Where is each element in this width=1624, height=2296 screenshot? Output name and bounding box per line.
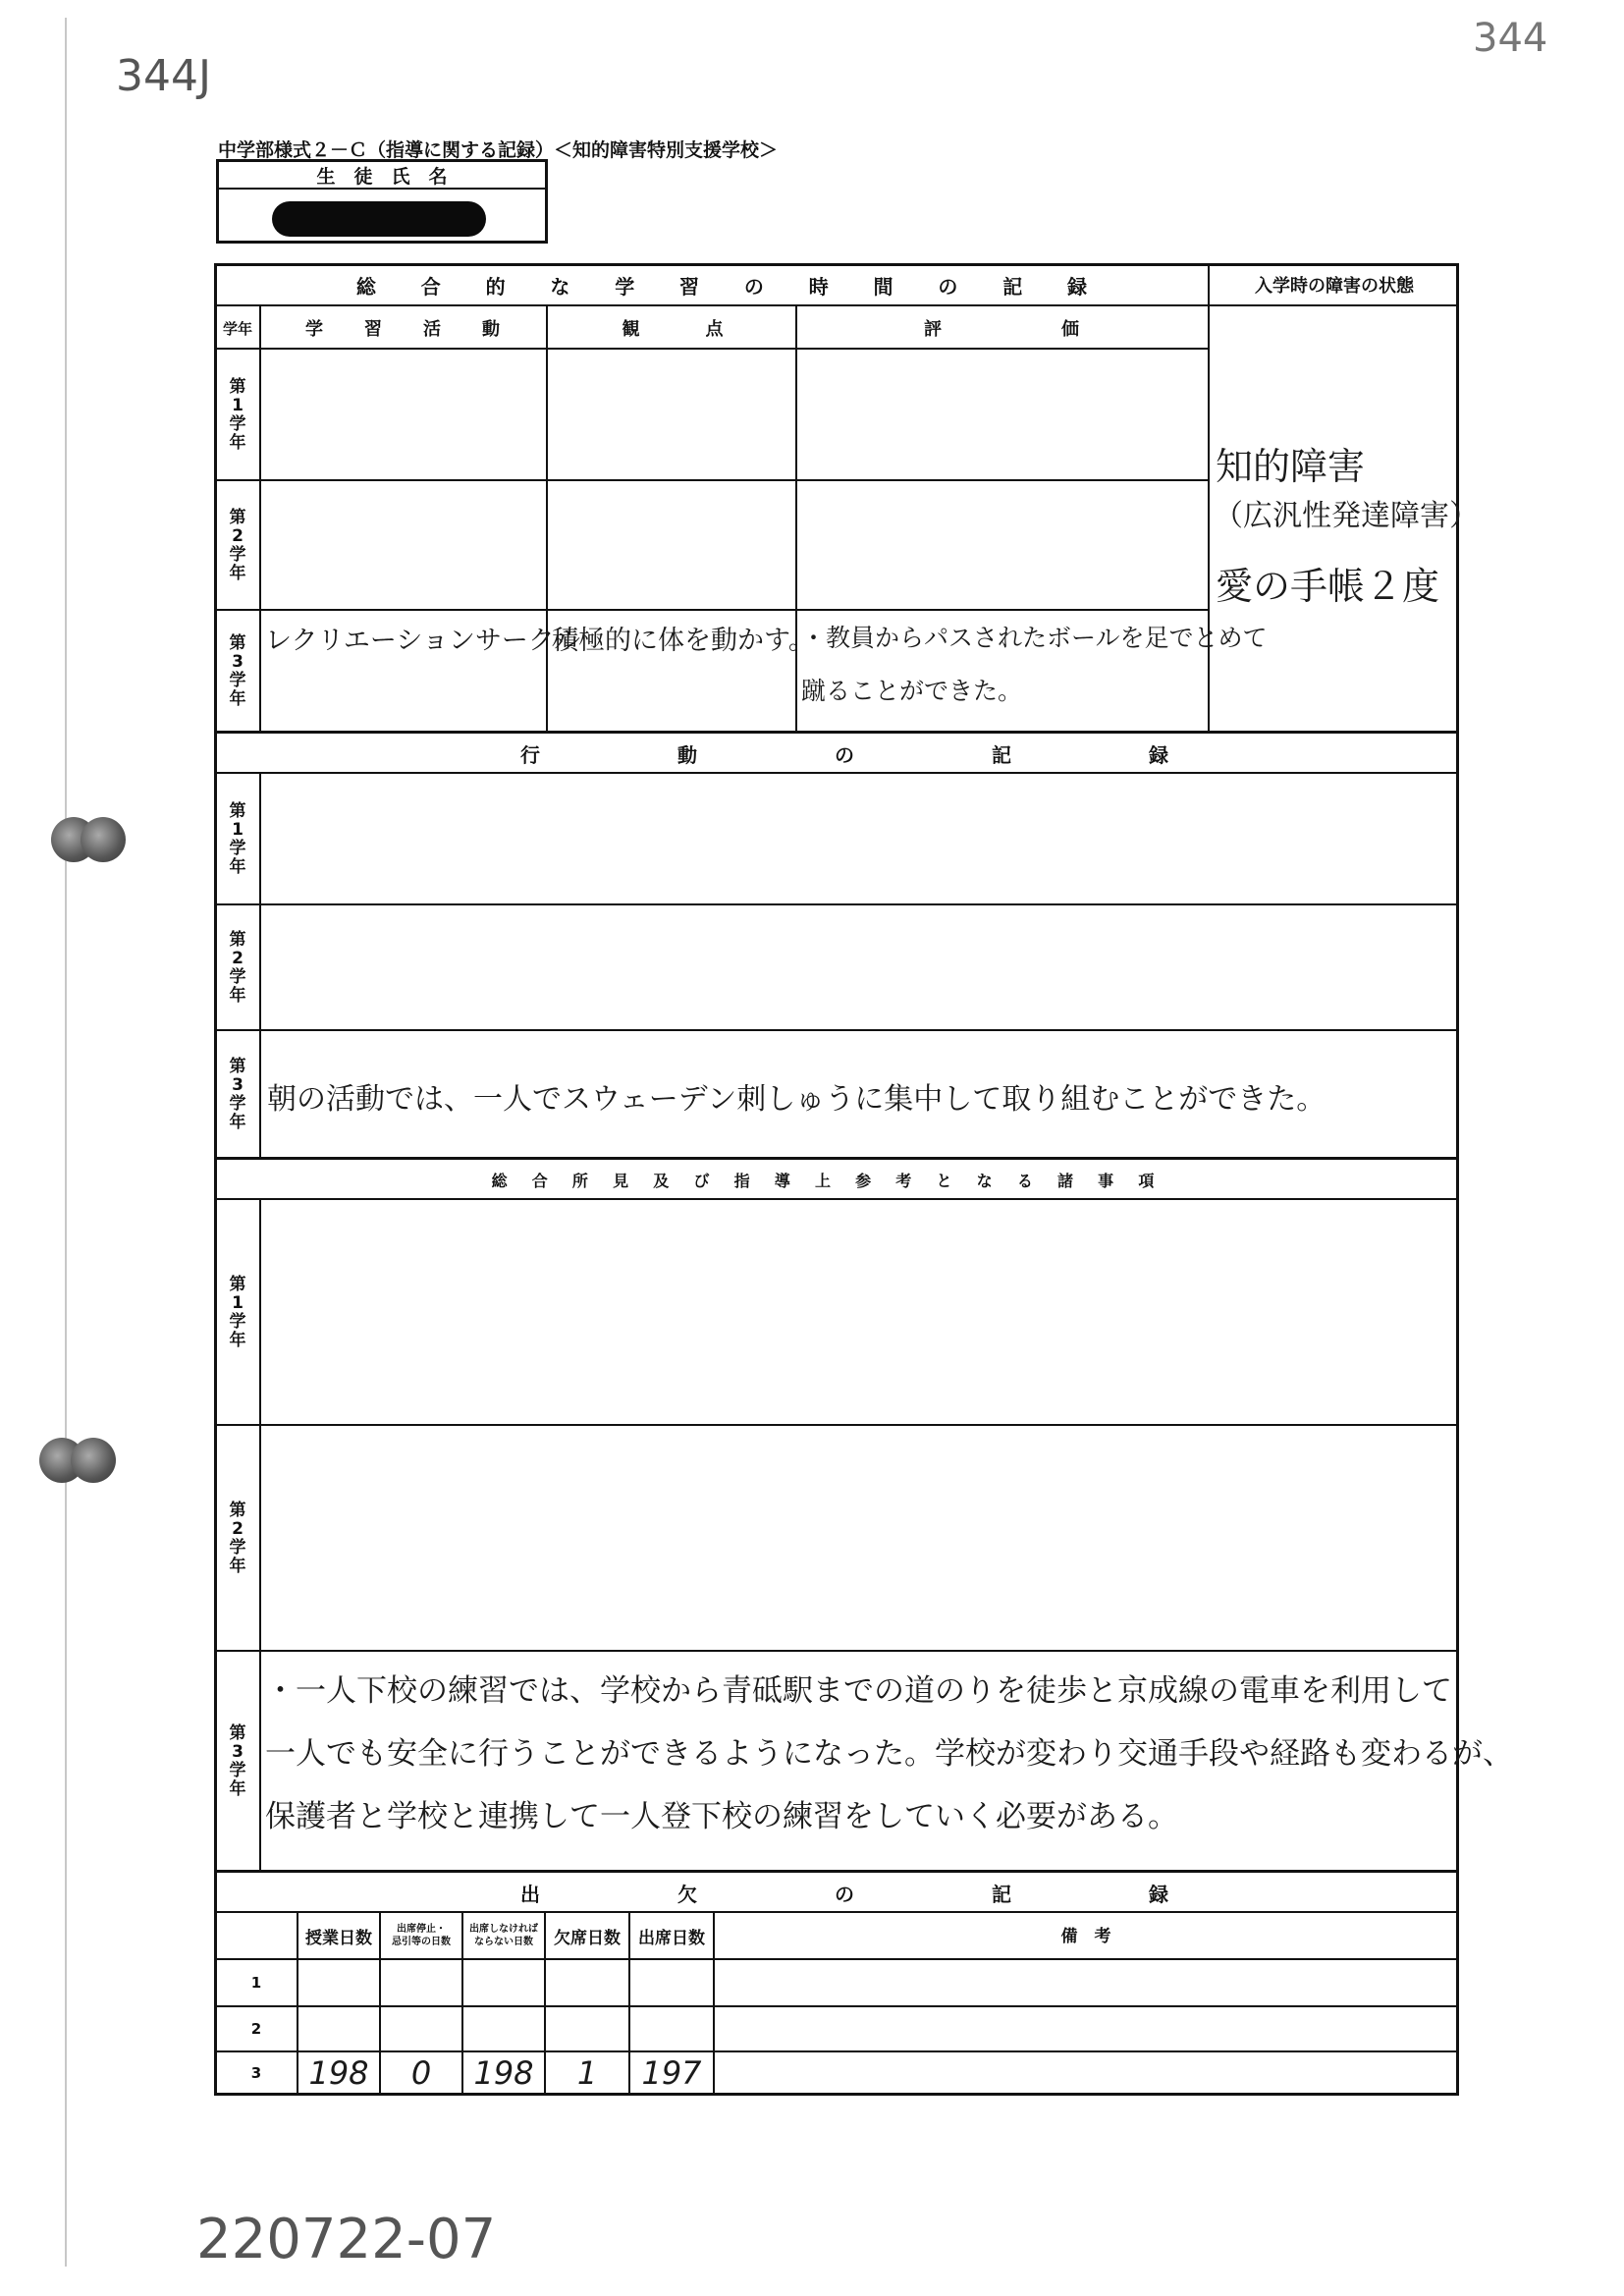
form-title: 中学部様式２－Ｃ（指導に関する記録）＜知的障害特別支援学校＞ (218, 139, 779, 161)
col-viewpoint-header (589, 308, 756, 348)
gf-title-char: び (693, 1171, 710, 1190)
col-viewpoint-char: 観 (622, 319, 640, 340)
il-year1-label (216, 352, 259, 479)
row3-grade: 3 (250, 2064, 262, 2082)
gf-year3-char: 3 (232, 1742, 244, 1762)
il-year2-char: 第 (229, 508, 246, 527)
disability-line3: 愛の手帳２度 (1216, 565, 1440, 608)
il-title-char: 記 (1002, 274, 1023, 299)
col-grade-header: 学年 (222, 319, 252, 338)
col-evaluation-char: 評 (924, 319, 942, 340)
gf-year3-char: 第 (229, 1723, 246, 1743)
gf-year1-char: 第 (229, 1275, 246, 1294)
bh-title-char: 行 (520, 742, 540, 767)
il-year3-char: 学 (229, 671, 246, 690)
gf-title-char: と (936, 1171, 952, 1190)
year3-viewpoint: 積極的に体を動かす。 (552, 626, 815, 656)
student-name-box (216, 159, 548, 244)
gf-year1-char: 年 (229, 1331, 246, 1350)
gf-year1-label (216, 1202, 259, 1424)
gf-title-char: 上 (814, 1171, 831, 1190)
bh-year1-char: 年 (229, 857, 246, 877)
bh-year1-char: 第 (229, 801, 246, 821)
row3-required: 198 (473, 2054, 534, 2092)
il-title-char: 的 (485, 274, 506, 299)
row3-absent: 1 (576, 2054, 598, 2092)
attendance-title (452, 1874, 1237, 1911)
il-year1-char: 1 (232, 396, 244, 415)
disability-line1: 知的障害 (1216, 445, 1366, 488)
il-year1-char: 学 (229, 414, 246, 434)
gf-year2-label (216, 1428, 259, 1650)
il-year3-label (216, 613, 259, 731)
bottom-mark: 220722-07 (196, 2208, 497, 2271)
gf-title-char: る (1016, 1171, 1033, 1190)
at-title-char: 欠 (677, 1882, 697, 1906)
col-viewpoint-char: 点 (705, 319, 724, 340)
at-title-char: 記 (992, 1882, 1011, 1906)
col-activity-char: 学 (305, 319, 323, 340)
row3-suspension: 0 (410, 2054, 432, 2092)
gf-year3-char: 学 (229, 1761, 246, 1780)
il-title-char: 時 (808, 274, 829, 299)
il-year3-char: 3 (232, 652, 244, 672)
bh-year2-char: 年 (229, 986, 246, 1006)
top-right-mark: 344 (1473, 16, 1548, 61)
bh-year3-label (216, 1033, 259, 1157)
il-year3-char: 年 (229, 689, 246, 709)
il-title-char: 総 (355, 274, 376, 299)
header-class-days: 授業日数 (305, 1928, 372, 1948)
bh-title-char: 動 (677, 742, 697, 767)
redacted-name (272, 201, 486, 237)
bh-year3-char: 第 (229, 1057, 246, 1076)
col-evaluation-char: 価 (1061, 319, 1079, 340)
il-year1-char: 第 (229, 377, 246, 397)
gf-title-char: 考 (895, 1171, 912, 1190)
bh-title-char: 録 (1149, 742, 1168, 767)
col-activity-char: 習 (364, 319, 382, 340)
header-suspension (381, 1913, 461, 1958)
bh-year2-char: 学 (229, 967, 246, 987)
bh-title-char: 記 (992, 742, 1011, 767)
gf-year1-char: 1 (232, 1293, 244, 1313)
bh-year2-char: 第 (229, 930, 246, 950)
punch-hole-top-2 (81, 817, 126, 862)
col-activity-char: 活 (423, 319, 441, 340)
at-title-char: の (835, 1882, 854, 1906)
year3-evaluation-line2: 蹴ることができた。 (801, 677, 1023, 705)
gf-title-char: 項 (1138, 1171, 1155, 1190)
year3-evaluation-line1: ・教員からパスされたボールを足でとめて (801, 624, 1268, 652)
gf-title-char: な (976, 1171, 993, 1190)
header-suspension-line1: 出席停止・ (397, 1924, 446, 1935)
disability-line2: （広汎性発達障害） (1214, 499, 1479, 533)
page-fold-line (65, 18, 67, 2267)
integrated-learning-title (334, 267, 1110, 302)
gf-title-char: 及 (653, 1171, 670, 1190)
il-title-char: 習 (679, 274, 700, 299)
bh-year1-label (216, 776, 259, 903)
gf-year2-char: 2 (232, 1519, 244, 1539)
il-title-char: の (743, 274, 764, 299)
il-title-char: 録 (1067, 274, 1088, 299)
gf-year1-char: 学 (229, 1312, 246, 1332)
bh-title-char: の (835, 742, 854, 767)
bh-year1-char: 1 (232, 820, 244, 840)
il-title-char: 間 (873, 274, 893, 299)
gf-year2-char: 学 (229, 1538, 246, 1558)
findings-year3-line3: 保護者と学校と連携して一人登下校の練習をしていく必要がある。 (265, 1799, 1178, 1834)
punch-hole-bottom-2 (71, 1438, 116, 1483)
il-year1-char: 年 (229, 433, 246, 453)
il-title-char: な (550, 274, 570, 299)
header-suspension-line2: 忌引等の日数 (392, 1937, 451, 1947)
gf-title-char: 参 (855, 1171, 872, 1190)
gf-title-char: 導 (774, 1171, 790, 1190)
il-year2-char: 年 (229, 564, 246, 583)
bh-year3-char: 年 (229, 1113, 246, 1132)
header-required (463, 1913, 544, 1958)
il-title-char: 合 (420, 274, 441, 299)
gf-title-char: 諸 (1056, 1171, 1073, 1190)
gf-title-char: 総 (491, 1171, 508, 1190)
at-title-char: 録 (1149, 1882, 1168, 1906)
row2-grade: 2 (250, 2020, 262, 2038)
bh-year3-char: 3 (232, 1075, 244, 1095)
il-title-char: の (938, 274, 958, 299)
at-title-char: 出 (520, 1882, 540, 1906)
bh-year1-char: 学 (229, 839, 246, 858)
year3-activity: レクリエーションサークル (265, 626, 581, 656)
row3-class-days: 198 (308, 2054, 369, 2092)
gf-year3-label (216, 1654, 259, 1870)
header-required-line2: ならない日数 (474, 1937, 533, 1947)
bh-year2-label (216, 907, 259, 1029)
findings-year3-line1: ・一人下校の練習では、学校から青砥駅までの道のりを徒歩と京成線の電車を利用して (265, 1673, 1452, 1709)
col-activity-char: 動 (482, 319, 500, 340)
col-activity-header (285, 308, 520, 348)
behavior-title (452, 735, 1237, 772)
header-required-line1: 出席しなければ (469, 1924, 538, 1935)
gf-year2-char: 年 (229, 1557, 246, 1576)
il-year2-label (216, 483, 259, 609)
row1-grade: 1 (250, 1974, 262, 1992)
disability-status-title: 入学時の障害の状態 (1255, 276, 1414, 297)
gf-year3-char: 年 (229, 1779, 246, 1799)
header-absent-days: 欠席日数 (554, 1928, 621, 1948)
row3-present: 197 (641, 2054, 702, 2092)
behavior-year3-text: 朝の活動では、一人でスウェーデン刺しゅうに集中して取り組むことができた。 (267, 1082, 1326, 1117)
student-name-label: 生 徒 氏 名 (219, 162, 545, 190)
bh-year2-char: 2 (232, 949, 244, 968)
gf-year2-char: 第 (229, 1501, 246, 1520)
bh-year3-char: 学 (229, 1094, 246, 1114)
header-remarks: 備 考 (1060, 1926, 1111, 1946)
gf-title-char: 指 (733, 1171, 750, 1190)
il-year2-char: 学 (229, 545, 246, 565)
gf-title-char: 所 (571, 1171, 588, 1190)
il-title-char: 学 (615, 274, 635, 299)
gf-title-char: 事 (1098, 1171, 1114, 1190)
general-findings-title (479, 1161, 1166, 1198)
findings-year3-line2: 一人でも安全に行うことができるようになった。学校が変わり交通手段や経路も変わるが、 (265, 1736, 1513, 1772)
il-year3-char: 第 (229, 633, 246, 653)
top-left-mark: 344J (116, 51, 211, 101)
gf-title-char: 合 (531, 1171, 548, 1190)
header-present-days: 出席日数 (638, 1928, 705, 1948)
col-evaluation-header (864, 308, 1139, 348)
il-year2-char: 2 (232, 526, 244, 546)
gf-title-char: 見 (613, 1171, 629, 1190)
